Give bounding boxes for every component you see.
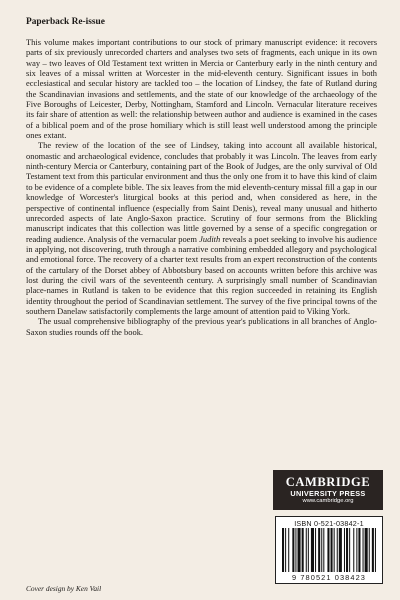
- blurb-paragraph-2-end: reveals a poet seeking to involve his audience in applying, not discovering, truth through a narrative combining embedded allegory and psychological and emotional force. The recovery of a charter text results from an expert reconstruction of the contents of the cartulary of the Dorset abbey of Abbotsbury based on accounts written before this archive was lost during the civil wars of the seventeenth century. A surprisingly small number of Scandinavian place-names in Rutland is taken to be evidence that this region succeeded in retaining its English identity throughout the period of Scandinavian settlement. The survey of the five principal towns of the southern Danelaw satisfactorily complements the large amount of attention paid to Viking York.: [26, 233, 378, 316]
- isbn-text: ISBN 0-521-03842-1: [294, 519, 364, 528]
- publisher-name: CAMBRIDGE: [285, 474, 371, 489]
- publisher-logo-block: [273, 470, 383, 510]
- publisher-url: www.cambridge.org: [302, 497, 354, 504]
- barcode-digits: 9 780521 038423: [291, 573, 367, 582]
- blurb-paragraph-2-start: The review of the location of the see of Lindsey, taking into account all available historical, onomastic and archaeological evidence, concludes that probably it was Lincoln. The leaves from early ninth-century Mercia or Canterbury, containing part of the Book of Judges, are the only survival of Old Testament text from this particular environment and thus the only one from it to have this kind of claim to be evidence of a complete bible. The six leaves from the mid eleventh-century missal fill a gap in our knowledge of Worcester's liturgical books at this period and, when considered as here, in the perspective of continental influence (especially from Saint Denis), reveal many unusual and hitherto unrecorded aspects of late Anglo-Saxon practice. Scrutiny of four sermons from the Blickling manuscript indicates that this collection was little governed by a sense of a specific congregation or reading audience. Analysis of the vernacular poem: [26, 140, 377, 244]
- reissue-heading: Paperback Re-issue: [26, 17, 105, 27]
- poem-title-judith: Judith: [199, 233, 221, 244]
- barcode-icon: [282, 528, 377, 572]
- publisher-subtitle: UNIVERSITY PRESS: [290, 488, 366, 498]
- blurb-paragraph-3: The usual comprehensive bibliography of the previous year's publications in all branches of Anglo-Saxon studies rounds off the book.: [26, 316, 377, 337]
- isbn-barcode-box: [275, 516, 383, 584]
- cover-design-credit: Cover design by Ken Vail: [26, 584, 102, 593]
- blurb-paragraph-1: This volume makes important contributions to our stock of primary manuscript evidence: it recovers parts of six previously unrecorded charters and analyses two sets of fragments, each unique in its own way – two leaves of Old Testament text written in Mercia or Canterbury early in the ninth century and six leaves of a missal written at Worcester in the mid-eleventh century. Significant issues in both ecclesiastical and secular history are tackled too – the location of Lindsey, the fate of Rutland during the Scandinavian invasions and settlements, and the state of our knowledge of the archaeology of the Five Boroughs of Leicester, Derby, Nottingham, Stamford and Lincoln. Vernacular literature receives its fair share of attention as well: the relationship between author and audience is examined in the cases of a biblical poem and of the prose homiliary which is still least well understood among the principle ones extant.: [26, 37, 377, 141]
- blurb-paragraph-2: [26, 140, 377, 316]
